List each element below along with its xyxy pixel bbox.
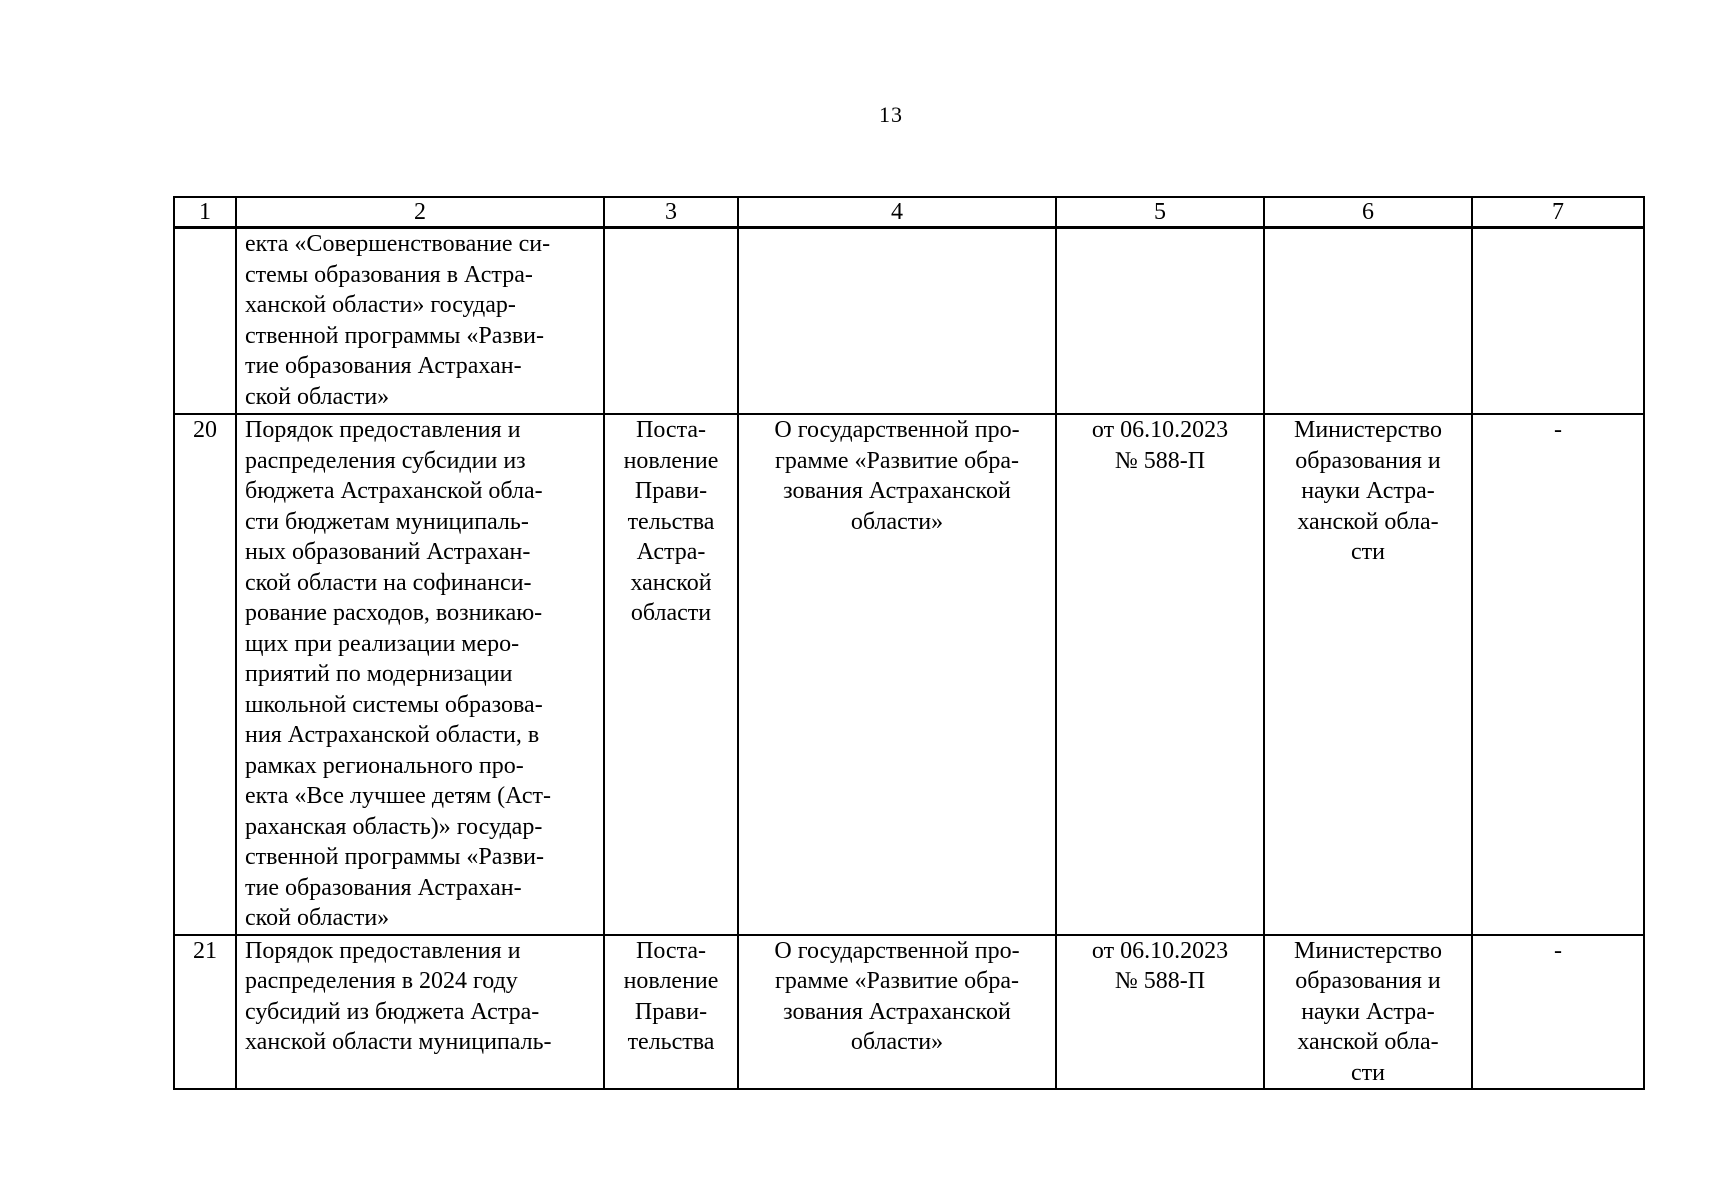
document-name-line: ханской области» государ-	[245, 292, 516, 318]
document-name-line: бюджета Астраханской обла-	[245, 478, 543, 504]
document-date-cell	[1056, 228, 1264, 415]
table-row	[174, 414, 1644, 935]
document-name-line: екта «Все лучшее детям (Аст-	[245, 783, 551, 809]
document-name-line: ственной программы «Разви-	[245, 844, 545, 870]
responsible-body-line: науки Астра-	[1301, 478, 1435, 504]
responsible-body-cell	[1264, 935, 1472, 1090]
responsible-body-line: Министерство	[1294, 417, 1442, 443]
table-row	[174, 935, 1644, 1090]
document-name-line: тие образования Астрахан-	[245, 874, 522, 901]
row-number-cell	[174, 228, 236, 415]
document-name-line: ственной программы «Разви-	[245, 322, 545, 349]
document-name-line: Порядок предоставления и	[245, 417, 521, 443]
document-name-line: ных образований Астрахан-	[245, 539, 531, 565]
row-number-cell: 20	[174, 414, 236, 935]
document-date-line: от 06.10.2023	[1091, 417, 1229, 443]
responsible-body-line: сти	[1351, 539, 1385, 565]
document-type-line: Прави-	[634, 478, 708, 504]
responsible-body-line: образования и	[1295, 968, 1441, 994]
responsible-body-line: Министерство	[1294, 937, 1442, 964]
document-name-line: распределения в 2024 году	[245, 968, 518, 994]
document-title-line: О государственной про-	[774, 937, 1020, 964]
document-type-line: ханской	[630, 569, 712, 596]
document-title-line: зования Астраханской	[783, 478, 1011, 504]
note-cell	[1472, 228, 1644, 415]
column-number-1: 1	[174, 197, 236, 228]
responsible-body-line: образования и	[1295, 447, 1441, 474]
document-name-line: екта «Совершенствование си-	[245, 231, 551, 257]
document-type-line: Астра-	[636, 539, 706, 565]
document-title-cell	[738, 935, 1056, 1090]
document-name-line: распределения субсидии из	[245, 447, 526, 474]
responsible-body-line: ханской обла-	[1297, 1029, 1439, 1055]
column-number-2: 2	[236, 197, 604, 228]
column-number-4: 4	[738, 197, 1056, 228]
responsible-body-cell	[1264, 414, 1472, 935]
responsible-body-line: ханской обла-	[1297, 508, 1439, 535]
document-name-line: щих при реализации меро-	[245, 630, 520, 657]
document-name-cell	[236, 935, 604, 1090]
column-number-6: 6	[1264, 197, 1472, 228]
page-number: 13	[879, 102, 903, 127]
document-name-line: ской области»	[245, 383, 390, 410]
row-number-cell: 21	[174, 935, 236, 1090]
document-name-cell	[236, 414, 604, 935]
document-type-cell	[604, 228, 738, 415]
document-title-cell	[738, 228, 1056, 415]
document-type-line: новление	[623, 968, 719, 994]
document-name-cell	[236, 228, 604, 415]
document-name-line: ханской области муниципаль-	[245, 1029, 552, 1055]
document-type-line: области	[630, 600, 712, 626]
document-type-cell	[604, 935, 738, 1090]
document-title-line: О государственной про-	[774, 417, 1020, 443]
document-name-line: тие образования Астрахан-	[245, 353, 522, 379]
document-name-line: приятий по модернизации	[245, 661, 513, 687]
document-name-line: Порядок предоставления и	[245, 937, 521, 964]
document-table	[173, 196, 1645, 1090]
document-name-line: сти бюджетам муниципаль-	[245, 508, 529, 535]
document-number-line: № 588-П	[1114, 447, 1206, 474]
document-name-line: ской области»	[245, 905, 390, 931]
document-name-line: субсидий из бюджета Астра-	[245, 998, 540, 1025]
document-type-line: тельства	[627, 508, 715, 535]
responsible-body-cell	[1264, 228, 1472, 415]
document-title-line: грамме «Развитие обра-	[774, 968, 1020, 994]
note-cell: -	[1472, 414, 1644, 935]
document-name-line: школьной системы образова-	[245, 691, 543, 718]
document-type-line: Поста-	[635, 417, 706, 443]
document-name-line: рование расходов, возникаю-	[245, 600, 543, 626]
document-type-line: Прави-	[634, 998, 708, 1025]
responsible-body-line: сти	[1351, 1059, 1385, 1086]
document-title-line: области»	[850, 1029, 944, 1055]
note-cell: -	[1472, 935, 1644, 1090]
column-number-header-row	[174, 197, 1644, 228]
document-name-line: рамках регионального про-	[245, 752, 524, 779]
document-name-line: ской области на софинанси-	[245, 569, 532, 596]
document-title-line: области»	[850, 508, 944, 535]
document-name-line: ния Астраханской области, в	[245, 722, 540, 748]
document-type-cell	[604, 414, 738, 935]
table-row-continuation	[174, 228, 1644, 415]
responsible-body-line: науки Астра-	[1301, 998, 1435, 1025]
document-date-line: от 06.10.2023	[1091, 937, 1229, 964]
document-title-line: зования Астраханской	[783, 998, 1011, 1025]
column-number-5: 5	[1056, 197, 1264, 228]
document-date-cell	[1056, 935, 1264, 1090]
document-date-cell	[1056, 414, 1264, 935]
column-number-3: 3	[604, 197, 738, 228]
document-title-line: грамме «Развитие обра-	[774, 447, 1020, 474]
document-type-line: новление	[623, 447, 719, 474]
document-name-line: раханская область)» государ-	[245, 813, 543, 840]
document-type-line: тельства	[627, 1029, 715, 1055]
document-title-cell	[738, 414, 1056, 935]
document-name-line: стемы образования в Астра-	[245, 261, 533, 288]
document-type-line: Поста-	[635, 937, 706, 964]
column-number-7: 7	[1472, 197, 1644, 228]
document-number-line: № 588-П	[1114, 968, 1206, 994]
